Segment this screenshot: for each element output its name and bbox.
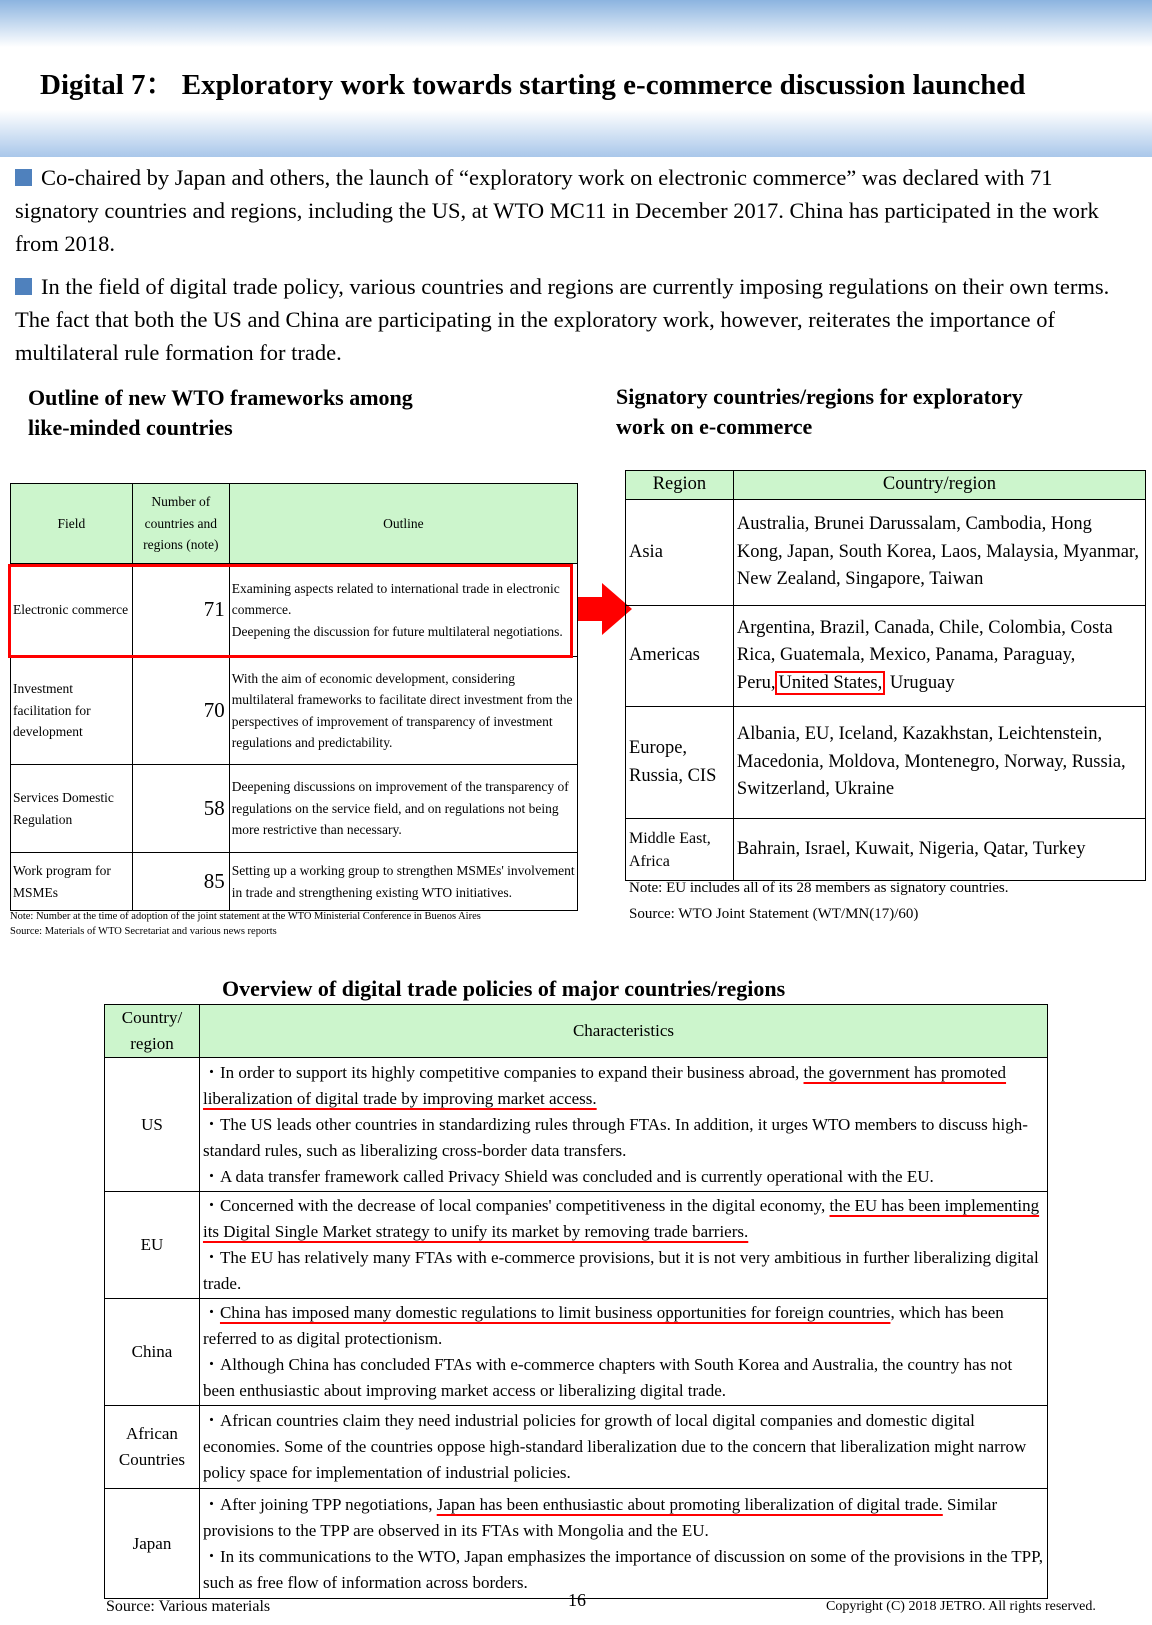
intro-paragraph-2	[15, 270, 1137, 369]
table-row	[626, 500, 1146, 606]
underline-highlight: China has imposed many domestic regulations to limit business opportunities for foreign countries	[219, 1303, 891, 1322]
table-row	[11, 765, 578, 853]
field-cell: Investment facilitation for development	[11, 657, 133, 765]
characteristics-cell: ・African countries claim they need industrial policies for growth of local digital companies and domestic digital economies. Some of the countries oppose high-standard liberalization due to the concern that liberalization might narrow policy space for implementation of industrial policies.	[199, 1406, 1047, 1489]
col-header-number: Number of countries and regions (note)	[132, 484, 229, 564]
characteristics-cell: ・Concerned with the decrease of local companies' competitiveness in the digital economy, the EU has been implementing its Digital Single Market strategy to unify its market by removing trade barriers. ・The EU has relatively many FTAs with e-commerce provisions, but it is not very ambitious in further liberalizing digital trade.	[199, 1192, 1047, 1299]
col-header-field: Field	[11, 484, 133, 564]
intro-text-2: In the field of digital trade policy, various countries and regions are currently imposing regulations on their own terms. The fact that both the US and China are participating in the exploratory work, however, reiterates the importance of multilateral rule formation for trade.	[15, 274, 1110, 365]
table-row	[626, 819, 1146, 881]
country-cell: China	[105, 1299, 200, 1406]
table-row	[105, 1406, 1048, 1489]
underline-highlight: the EU has been implementing its Digital Single Market strategy to unify its market by removing trade barriers.	[202, 1196, 1040, 1241]
digital-policy-table	[104, 1004, 1048, 1599]
table-row	[11, 853, 578, 911]
col-header-region: Region	[626, 471, 734, 500]
united-states-highlight: United States,	[775, 671, 885, 695]
left-section-title: Outline of new WTO frameworks among like-minded countries	[28, 385, 413, 440]
country-cell: US	[105, 1058, 200, 1192]
countries-cell: Albania, EU, Iceland, Kazakhstan, Leichtenstein, Macedonia, Moldova, Montenegro, Norway, Russia, Switzerland, Ukraine	[733, 707, 1145, 819]
page-number: 16	[568, 1590, 586, 1610]
countries-cell: Argentina, Brazil, Canada, Chile, Colombia, Costa Rica, Guatemala, Mexico, Panama, Paraguay, Peru, United States, Uruguay	[733, 606, 1145, 707]
table-row	[11, 657, 578, 765]
table-row	[626, 707, 1146, 819]
outline-cell: Deepening discussions on improvement of the transparency of regulations on the service field, and on regulations not being more restrictive than necessary.	[229, 765, 577, 853]
outline-cell: With the aim of economic development, considering multilateral frameworks to facilitate direct investment from the perspectives of improvement of transparency of investment regulations and predictability.	[229, 657, 577, 765]
square-bullet-icon	[15, 169, 32, 186]
country-cell: EU	[105, 1192, 200, 1299]
page-title: Digital 7： Exploratory work towards starting e-commerce discussion launched	[40, 69, 1026, 101]
number-cell: 58	[132, 765, 229, 853]
field-cell: Work program for MSMEs	[11, 853, 133, 911]
region-cell: Americas	[626, 606, 734, 707]
underline-highlight: the government has promoted liberalization of digital trade by improving market access.	[202, 1062, 1007, 1108]
square-bullet-icon	[15, 278, 32, 295]
right-section-title: Signatory countries/regions for exploratory work on e-commerce	[616, 384, 1023, 439]
country-cell: African Countries	[105, 1406, 200, 1489]
left-note: Note: Number at the time of adoption of the joint statement at the WTO Ministerial Conference in Buenos Aires	[10, 911, 481, 922]
bottom-section-title: Overview of digital trade policies of major countries/regions	[222, 976, 786, 1001]
region-cell: Asia	[626, 500, 734, 606]
col-header-country: Country/region	[733, 471, 1145, 500]
footer-source: Source: Various materials	[106, 1598, 271, 1615]
number-cell: 85	[132, 853, 229, 911]
field-cell: Services Domestic Regulation	[11, 765, 133, 853]
country-cell: Japan	[105, 1489, 200, 1599]
characteristics-cell: ・In order to support its highly competitive companies to expand their business abroad, the government has promoted liberalization of digital trade by improving market access. ・The US leads other countries in standardizing rules through FTAs. In addition, it urges WTO members to discuss high-standard rules, such as liberalizing cross-border data transfers. ・A data transfer framework called Privacy Shield was concluded and is currently operational with the EU.	[199, 1058, 1047, 1192]
wto-frameworks-table	[10, 483, 578, 911]
field-cell: Electronic commerce	[11, 564, 133, 657]
intro-text-1: Co-chaired by Japan and others, the launch of “exploratory work on electronic commerce” was declared with 71 signatory countries and regions, including the US, at WTO MC11 in December 2017. China has participated in the work from 2018.	[15, 165, 1099, 256]
region-cell: Europe, Russia, CIS	[626, 707, 734, 819]
col-header-outline: Outline	[229, 484, 577, 564]
outline-cell: Examining aspects related to international trade in electronic commerce. Deepening the discussion for future multilateral negotiations.	[229, 564, 577, 657]
outline-cell: Setting up a working group to strengthen MSMEs' involvement in trade and strengthening existing WTO initiatives.	[229, 853, 577, 911]
underline-highlight: Japan has been enthusiastic about promoting liberalization of digital trade.	[436, 1494, 943, 1514]
highlight-box-ecommerce	[8, 564, 573, 658]
left-source: Source: Materials of WTO Secretariat and various news reports	[10, 926, 277, 937]
right-source: Source: WTO Joint Statement (WT/MN(17)/60)	[629, 906, 919, 922]
number-cell: 70	[132, 657, 229, 765]
table-row	[626, 606, 1146, 707]
countries-cell: Australia, Brunei Darussalam, Cambodia, Hong Kong, Japan, South Korea, Laos, Malaysia, Myanmar, New Zealand, Singapore, Taiwan	[733, 500, 1145, 606]
signatory-table	[625, 470, 1146, 881]
col-header-country: Country/ region	[105, 1005, 200, 1058]
copyright: Copyright (C) 2018 JETRO. All rights reserved.	[826, 1599, 1096, 1614]
table-row	[105, 1192, 1048, 1299]
countries-cell: Bahrain, Israel, Kuwait, Nigeria, Qatar, Turkey	[733, 819, 1145, 881]
intro-paragraph-1	[15, 161, 1137, 260]
col-header-characteristics: Characteristics	[199, 1005, 1047, 1058]
table-row	[105, 1058, 1048, 1192]
table-row	[105, 1299, 1048, 1406]
right-note: Note: EU includes all of its 28 members as signatory countries.	[629, 880, 1009, 896]
header-band	[0, 0, 1152, 157]
characteristics-cell: ・After joining TPP negotiations, Japan has been enthusiastic about promoting liberalization of digital trade. Similar provisions to the TPP are observed in its FTAs with Mongolia and the EU. ・In its communications to the WTO, Japan emphasizes the importance of discussion on some of the provisions in the TPP, such as free flow of information across borders.	[199, 1489, 1047, 1599]
characteristics-cell: ・China has imposed many domestic regulations to limit business opportunities for foreign countries, which has been referred to as digital protectionism. ・Although China has concluded FTAs with e-commerce chapters with South Korea and Australia, the country has not been enthusiastic about improving market access or liberalizing digital trade.	[199, 1299, 1047, 1406]
table-row	[105, 1489, 1048, 1599]
region-cell: Middle East, Africa	[626, 819, 734, 881]
number-cell: 71	[132, 564, 229, 657]
